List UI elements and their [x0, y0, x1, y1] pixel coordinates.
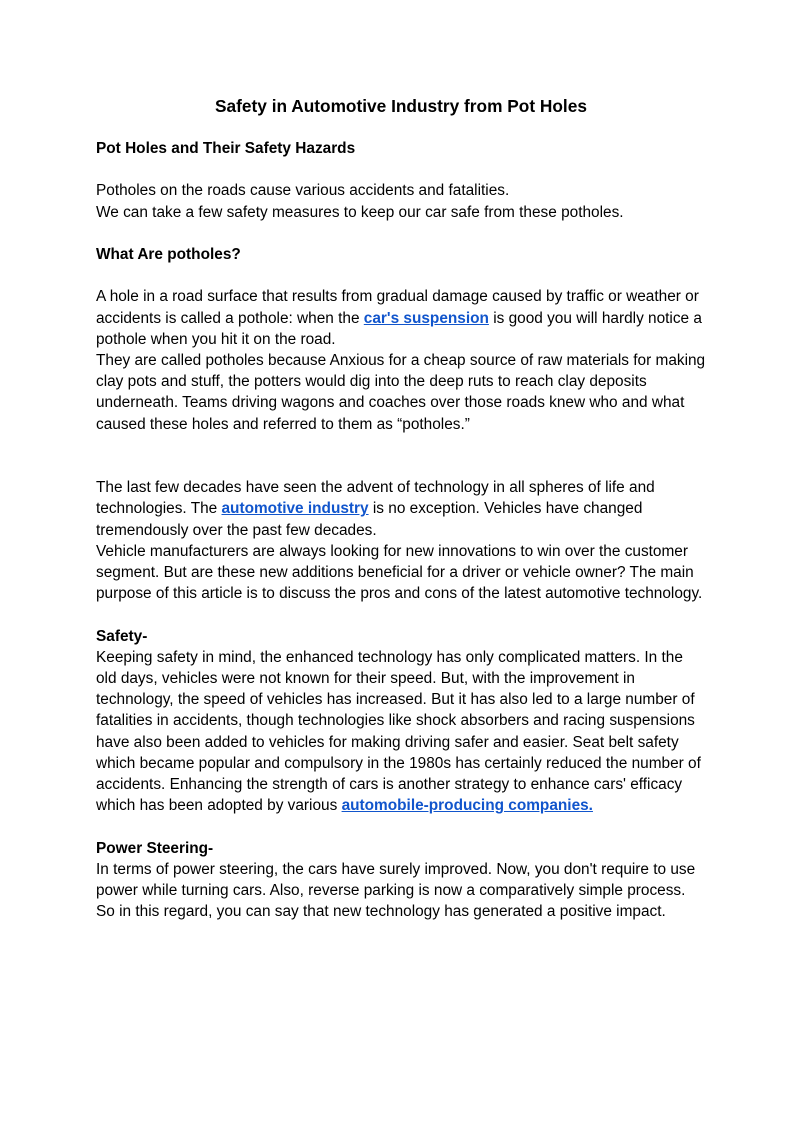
automotive-industry-link[interactable]: automotive industry [221, 500, 369, 518]
section-heading-safety: Safety- [96, 627, 148, 645]
paragraph-text: Keeping safety in mind, the enhanced technology has only complicated matters. In the old days, vehicles were not known for their speed. But, with the improvement in technology, the speed of vehicles has increased. But it has also led to a large number of fatalities in accidents, though technologies like shock absorbers and racing suspensions have also been added to vehicles for making driving safer and easier. Seat belt safety which became popular and compulsory in the 1980s has certainly reduced the number of accidents. Enhancing the strength of cars is another strategy to enhance cars' efficacy which has been adopted by various [96, 648, 701, 815]
paragraph-text: A hole in a road surface that results from gradual damage caused by traffic or weather or accidents is called a pothole: when the [96, 288, 699, 327]
cars-suspension-link[interactable]: car's suspension [363, 309, 489, 327]
page-title: Safety in Automotive Industry from Pot Holes [215, 96, 587, 116]
paragraph [96, 647, 706, 817]
paragraph [96, 477, 706, 541]
paragraph: They are called potholes because Anxious for a cheap source of raw materials for making clay pots and stuff, the potters would dig into the deep ruts to reach clay deposits underneath. Teams driving wagons and coaches over those roads knew who and what caused these holes and referred to them as “potholes.” [96, 351, 706, 433]
section-heading-what-are-potholes: What Are potholes? [96, 245, 241, 263]
document-page [96, 95, 706, 922]
section-heading-power-steering: Power Steering- [96, 839, 214, 857]
paragraph: Potholes on the roads cause various accidents and fatalities. [96, 182, 510, 200]
paragraph-text: The last few decades have seen the advent of technology in all spheres of life and technologies. The [96, 479, 655, 518]
paragraph-text: is no exception. Vehicles have changed tremendously over the past few decades. [96, 500, 643, 539]
paragraph: In terms of power steering, the cars have surely improved. Now, you don't require to use power while turning cars. Also, reverse parking is now a comparatively simple process. So in this regard, you can say that new technology has generated a positive impact. [96, 860, 696, 921]
paragraph: We can take a few safety measures to keep our car safe from these potholes. [96, 203, 624, 221]
paragraph: Vehicle manufacturers are always looking for new innovations to win over the customer segment. But are these new additions beneficial for a driver or vehicle owner? The main purpose of this article is to discuss the pros and cons of the latest automotive technology. [96, 542, 703, 603]
automobile-producing-companies-link[interactable]: automobile-producing companies. [341, 797, 593, 815]
paragraph-text: is good you will hardly notice a pothole when you hit it on the road. [96, 309, 702, 348]
section-heading-pot-holes: Pot Holes and Their Safety Hazards [96, 140, 356, 157]
paragraph [96, 286, 706, 350]
